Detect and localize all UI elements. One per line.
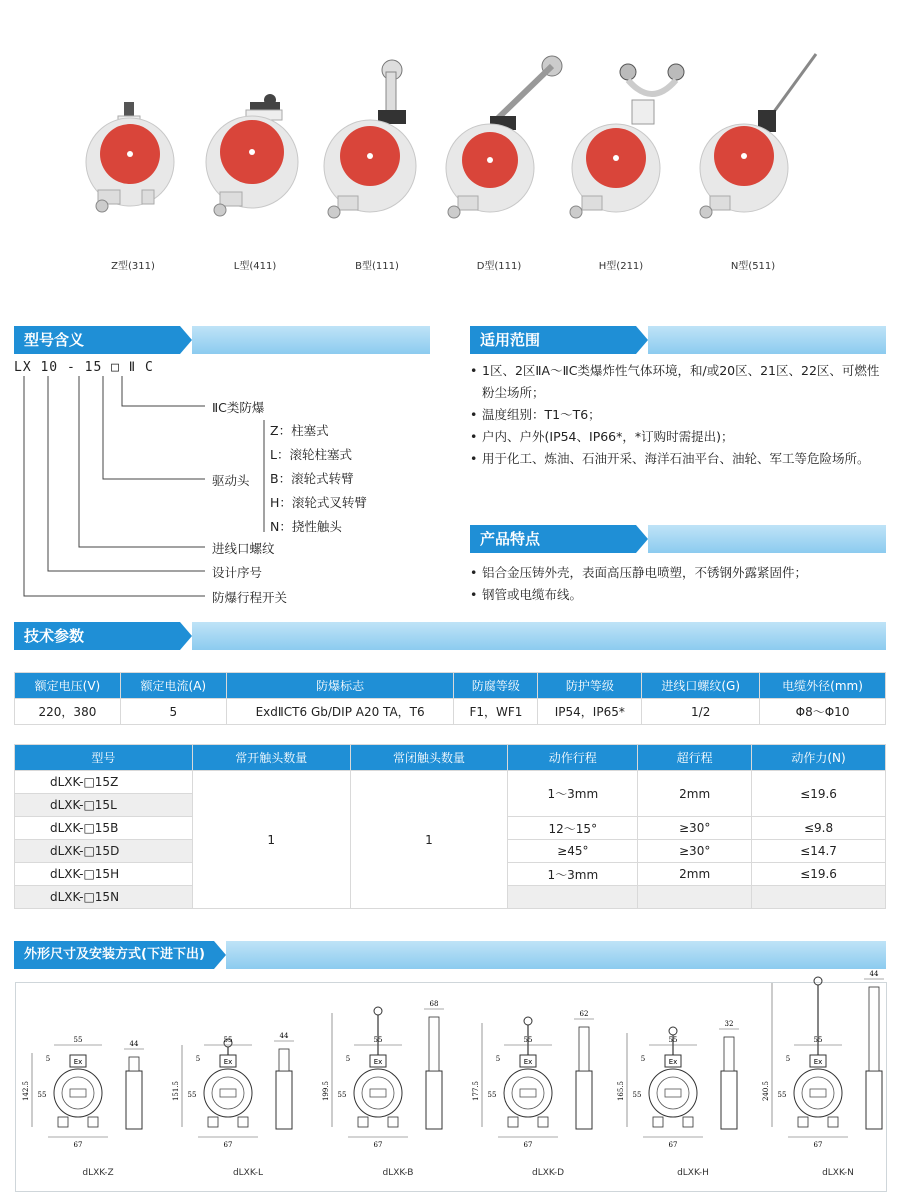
dim-small: 5 bbox=[640, 1055, 646, 1063]
label-plate bbox=[520, 1089, 536, 1097]
tech-header: 电缆外径(mm) bbox=[760, 673, 886, 699]
model-header: 动作力(N) bbox=[752, 745, 886, 771]
model-cell: dLXK-□15N bbox=[15, 886, 193, 909]
drawing-caption: dLXK-N bbox=[822, 1168, 854, 1178]
dim-side: 32 bbox=[724, 1020, 734, 1028]
empty-cell bbox=[638, 886, 752, 909]
model-header: 常闭触头数量 bbox=[350, 745, 508, 771]
over-cell: ≥30° bbox=[638, 840, 752, 863]
ex-mark: Ex bbox=[523, 1058, 533, 1066]
dim-bottom: 67 bbox=[73, 1141, 83, 1149]
side-body bbox=[721, 1071, 737, 1129]
dimension-drawings-svg bbox=[16, 970, 886, 1191]
body-circle bbox=[54, 1069, 102, 1117]
model-cell: dLXK-□15Z bbox=[15, 771, 193, 794]
model-header: 常开触头数量 bbox=[192, 745, 350, 771]
dim-height: 240.5 bbox=[762, 1080, 770, 1102]
list-item: • 用于化工、炼油、石油开采、海洋石油平台、油轮、军工等危险场所。 bbox=[470, 448, 890, 470]
outlet bbox=[58, 1117, 68, 1127]
section-title: 型号含义 bbox=[14, 326, 180, 354]
model-connector-lines bbox=[0, 0, 440, 620]
dim-top: 55 bbox=[223, 1036, 233, 1044]
product-caption: Z型(311) bbox=[111, 261, 155, 272]
travel-cell: ≥45° bbox=[508, 840, 638, 863]
model-header: 超行程 bbox=[638, 745, 752, 771]
list-item: • 铝合金压铸外壳，表面高压静电喷塑，不锈钢外露紧固件； bbox=[470, 562, 890, 584]
drive-option-h: H：滚轮式叉转臂 bbox=[270, 495, 367, 510]
model-cell: dLXK-□15H bbox=[15, 863, 193, 886]
tech-cell: ExdⅡCT6 Gb/DIP A20 TA，T6 bbox=[226, 699, 454, 725]
face-circle bbox=[512, 1077, 544, 1109]
dim-side: 44 bbox=[129, 1040, 139, 1048]
body-circle bbox=[649, 1069, 697, 1117]
ex-mark: Ex bbox=[223, 1058, 233, 1066]
outlet bbox=[798, 1117, 808, 1127]
nc-count-cell: 1 bbox=[350, 771, 508, 909]
face-circle bbox=[212, 1077, 244, 1109]
outlet bbox=[358, 1117, 368, 1127]
outlet bbox=[208, 1117, 218, 1127]
side-actuator bbox=[579, 1027, 589, 1071]
dim-left: 55 bbox=[632, 1091, 642, 1099]
product-n bbox=[688, 50, 818, 280]
switch-d-icon bbox=[434, 50, 564, 250]
side-body bbox=[426, 1071, 442, 1129]
dim-left: 55 bbox=[487, 1091, 497, 1099]
section-title: 外形尺寸及安装方式(下进下出) bbox=[14, 941, 214, 969]
model-table bbox=[14, 744, 886, 909]
side-body bbox=[576, 1071, 592, 1129]
body-circle bbox=[504, 1069, 552, 1117]
model-cell: dLXK-□15L bbox=[15, 794, 193, 817]
ex-mark: Ex bbox=[813, 1058, 823, 1066]
label-plate bbox=[370, 1089, 386, 1097]
dim-small: 5 bbox=[345, 1055, 351, 1063]
face-circle bbox=[657, 1077, 689, 1109]
section-title: 适用范围 bbox=[470, 326, 636, 354]
ex-mark: Ex bbox=[373, 1058, 383, 1066]
dim-side: 68 bbox=[429, 1000, 439, 1008]
label-plate bbox=[70, 1089, 86, 1097]
tech-header: 额定电流(A) bbox=[120, 673, 226, 699]
dim-height: 142.5 bbox=[22, 1080, 30, 1102]
dim-left: 55 bbox=[187, 1091, 197, 1099]
drawing-caption: dLXK-B bbox=[382, 1168, 414, 1178]
travel-cell: 1～3mm bbox=[508, 863, 638, 886]
dim-small: 5 bbox=[45, 1055, 51, 1063]
travel-cell: 12～15° bbox=[508, 817, 638, 840]
tech-cell: 5 bbox=[120, 699, 226, 725]
model-product-name: 防爆行程开关 bbox=[212, 590, 288, 605]
dim-side: 44 bbox=[279, 1032, 289, 1040]
dim-bottom: 67 bbox=[373, 1141, 383, 1149]
dim-left: 55 bbox=[777, 1091, 787, 1099]
dim-height: 151.5 bbox=[172, 1080, 180, 1102]
actuator-tip bbox=[814, 977, 822, 985]
dim-top: 55 bbox=[73, 1036, 83, 1044]
dim-bottom: 67 bbox=[223, 1141, 233, 1149]
drive-option-l: L：滚轮柱塞式 bbox=[270, 447, 352, 462]
empty-cell bbox=[752, 886, 886, 909]
force-cell: ≤9.8 bbox=[752, 817, 886, 840]
over-cell: 2mm bbox=[638, 771, 752, 817]
outlet bbox=[88, 1117, 98, 1127]
dim-top: 55 bbox=[373, 1036, 383, 1044]
tech-cell: 1/2 bbox=[642, 699, 760, 725]
side-actuator bbox=[429, 1017, 439, 1071]
tech-header: 防爆标志 bbox=[226, 673, 454, 699]
dim-left: 55 bbox=[337, 1091, 347, 1099]
section-dimensions bbox=[14, 941, 886, 969]
switch-n-icon bbox=[688, 50, 818, 250]
model-thread: 进线口螺纹 bbox=[212, 541, 275, 556]
dim-small: 5 bbox=[495, 1055, 501, 1063]
over-cell: 2mm bbox=[638, 863, 752, 886]
product-caption: H型(211) bbox=[598, 261, 644, 272]
dim-bottom: 67 bbox=[813, 1141, 823, 1149]
dim-bottom: 67 bbox=[668, 1141, 678, 1149]
banner-tail bbox=[192, 622, 886, 650]
travel-cell: 1～3mm bbox=[508, 771, 638, 817]
drawing-caption: dLXK-H bbox=[677, 1168, 709, 1178]
dim-side: 44 bbox=[869, 970, 879, 978]
dim-small: 5 bbox=[785, 1055, 791, 1063]
dim-bottom: 67 bbox=[523, 1141, 533, 1149]
side-body bbox=[866, 1071, 882, 1129]
model-explosion-class: ⅡC类防爆 bbox=[212, 400, 265, 415]
section-title: 技术参数 bbox=[14, 622, 180, 650]
tech-cell: Φ8～Φ10 bbox=[760, 699, 886, 725]
side-actuator bbox=[129, 1057, 139, 1071]
drive-option-z: Z：柱塞式 bbox=[270, 423, 329, 438]
list-item: • 1区、2区ⅡA～ⅡC类爆炸性气体环境，和/或20区、21区、22区、可燃性粉尘场所； bbox=[470, 360, 890, 404]
side-actuator bbox=[869, 987, 879, 1071]
label-plate bbox=[665, 1089, 681, 1097]
section-scope bbox=[470, 326, 886, 354]
dimension-drawings bbox=[15, 970, 887, 1192]
tech-header: 额定电压(V) bbox=[15, 673, 121, 699]
dim-top: 55 bbox=[668, 1036, 678, 1044]
model-code: LX 10 - 15 □ Ⅱ C bbox=[14, 360, 154, 375]
force-cell: ≤19.6 bbox=[752, 863, 886, 886]
section-features bbox=[470, 525, 886, 553]
side-actuator bbox=[279, 1049, 289, 1071]
face-circle bbox=[62, 1077, 94, 1109]
outlet bbox=[388, 1117, 398, 1127]
model-design-no: 设计序号 bbox=[212, 565, 263, 580]
label-plate bbox=[810, 1089, 826, 1097]
model-header: 型号 bbox=[15, 745, 193, 771]
dim-small: 5 bbox=[195, 1055, 201, 1063]
dim-side: 62 bbox=[579, 1010, 589, 1018]
tech-cell: 220，380 bbox=[15, 699, 121, 725]
actuator-tip bbox=[374, 1007, 382, 1015]
section-title: 产品特点 bbox=[470, 525, 636, 553]
outlet bbox=[508, 1117, 518, 1127]
label-plate bbox=[220, 1089, 236, 1097]
banner-tail bbox=[648, 525, 886, 553]
model-drive-label: 驱动头 bbox=[212, 473, 250, 488]
banner-tail bbox=[648, 326, 886, 354]
outlet bbox=[538, 1117, 548, 1127]
product-h bbox=[556, 50, 686, 280]
product-caption: L型(411) bbox=[233, 261, 277, 272]
drive-option-b: B：滚轮式转臂 bbox=[270, 471, 354, 486]
body-circle bbox=[354, 1069, 402, 1117]
face-circle bbox=[802, 1077, 834, 1109]
model-cell: dLXK-□15D bbox=[15, 840, 193, 863]
side-body bbox=[126, 1071, 142, 1129]
tech-table bbox=[14, 672, 886, 725]
model-header: 动作行程 bbox=[508, 745, 638, 771]
no-count-cell: 1 bbox=[192, 771, 350, 909]
outlet bbox=[828, 1117, 838, 1127]
body-circle bbox=[794, 1069, 842, 1117]
banner-tail bbox=[226, 941, 886, 969]
product-caption: B型(111) bbox=[355, 261, 399, 272]
list-item: • 钢管或电缆布线。 bbox=[470, 584, 890, 606]
dim-top: 55 bbox=[813, 1036, 823, 1044]
outlet bbox=[238, 1117, 248, 1127]
features-list bbox=[470, 562, 890, 606]
tech-header: 防护等级 bbox=[538, 673, 642, 699]
body-circle bbox=[204, 1069, 252, 1117]
empty-cell bbox=[508, 886, 638, 909]
ex-mark: Ex bbox=[668, 1058, 678, 1066]
face-circle bbox=[362, 1077, 394, 1109]
force-cell: ≤19.6 bbox=[752, 771, 886, 817]
tech-cell: F1，WF1 bbox=[454, 699, 538, 725]
dim-height: 199.5 bbox=[322, 1080, 330, 1102]
scope-list bbox=[470, 360, 890, 470]
actuator-tip bbox=[669, 1027, 677, 1035]
switch-h-icon bbox=[556, 50, 686, 250]
outlet bbox=[653, 1117, 663, 1127]
drive-option-n: N：挠性触头 bbox=[270, 519, 342, 534]
side-body bbox=[276, 1071, 292, 1129]
product-caption: N型(511) bbox=[730, 261, 776, 272]
product-caption: D型(111) bbox=[476, 261, 522, 272]
drawing-caption: dLXK-L bbox=[232, 1168, 264, 1178]
list-item: • 温度组别：T1～T6； bbox=[470, 404, 890, 426]
dim-top: 55 bbox=[523, 1036, 533, 1044]
product-d bbox=[434, 50, 564, 280]
tech-cell: IP54，IP65* bbox=[538, 699, 642, 725]
dim-height: 177.5 bbox=[472, 1080, 480, 1102]
side-actuator bbox=[724, 1037, 734, 1071]
section-tech bbox=[14, 622, 886, 650]
drawing-caption: dLXK-D bbox=[531, 1168, 565, 1178]
over-cell: ≥30° bbox=[638, 817, 752, 840]
list-item: • 户内、户外(IP54、IP66*，*订购时需提出)； bbox=[470, 426, 890, 448]
drawing-caption: dLXK-Z bbox=[82, 1168, 114, 1178]
ex-mark: Ex bbox=[73, 1058, 83, 1066]
model-cell: dLXK-□15B bbox=[15, 817, 193, 840]
dim-left: 55 bbox=[37, 1091, 47, 1099]
dim-height: 165.5 bbox=[617, 1080, 625, 1102]
tech-header: 进线口螺纹(G) bbox=[642, 673, 760, 699]
force-cell: ≤14.7 bbox=[752, 840, 886, 863]
actuator-tip bbox=[524, 1017, 532, 1025]
outlet bbox=[683, 1117, 693, 1127]
tech-header: 防腐等级 bbox=[454, 673, 538, 699]
